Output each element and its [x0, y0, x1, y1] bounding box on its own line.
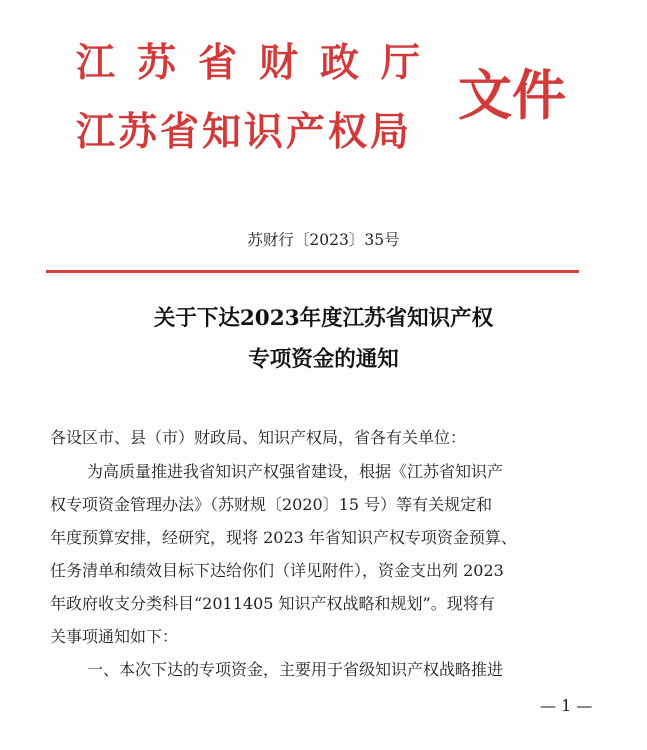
document-number: 苏财行〔2023〕35号: [247, 231, 400, 249]
red-divider-line: [46, 270, 579, 273]
issuer-ip-office: 江苏省知识产权局: [76, 109, 413, 155]
paragraph-line: 关事项通知如下：: [50, 627, 179, 646]
document-title-line-1: 关于下达2023年度江苏省知识产权: [153, 306, 494, 331]
addressee: 各设区市、县（市）财政局、知识产权局，省各有关单位：: [50, 428, 467, 447]
document-title-line-2: 专项资金的通知: [248, 347, 399, 372]
paragraph-line: 年度预算安排，经研究，现将 2023 年省知识产权专项资金预算、: [50, 528, 517, 547]
paragraph-line: 一、本次下达的专项资金，主要用于省级知识产权战略推进: [87, 660, 504, 679]
paragraph-line: 任务清单和绩效目标下达给你们（详见附件），资金支出列 2023: [50, 561, 504, 580]
paragraph-line: 年政府收支分类科目“2011405 知识产权战略和规划”。现将有: [50, 594, 495, 613]
document-label: 文件: [458, 63, 566, 127]
page-number: — 1 —: [540, 696, 593, 715]
paragraph-line: 权专项资金管理办法》（苏财规〔2020〕15 号）等有关规定和: [50, 495, 493, 514]
issuer-finance-department: 江苏省财政厅: [76, 40, 443, 86]
paragraph-line: 为高质量推进我省知识产权强省建设，根据《江苏省知识产: [87, 462, 504, 481]
